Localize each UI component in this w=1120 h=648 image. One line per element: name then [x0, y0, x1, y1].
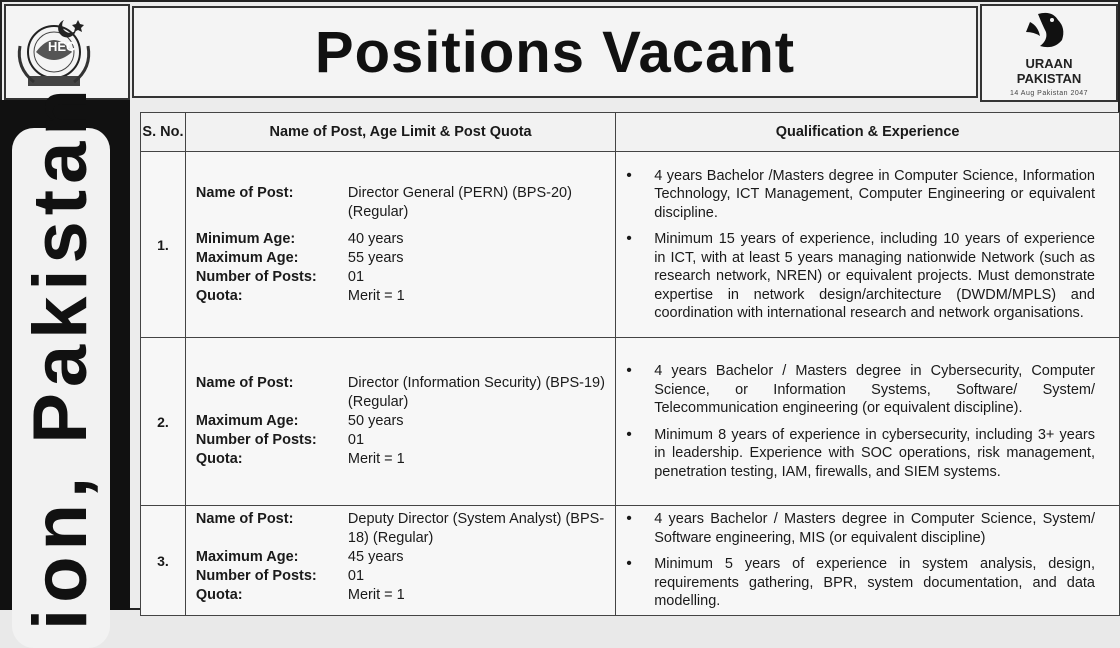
falcon-icon [982, 6, 1116, 58]
qualification-bullet: • 4 years Bachelor / Masters degree in Computer Science, System/ Software engineering, MIS (or equivalent discipline) [626, 510, 1095, 547]
table-header-row [141, 113, 1120, 152]
field-label: Number of Posts: [195, 568, 317, 584]
qualification-bullet: • 4 years Bachelor /Masters degree in Computer Science, Information Technology, ICT Management, Computer Engineering or equivalent discipline. [626, 167, 1095, 223]
field-label: Name of Post: [195, 184, 294, 201]
field-value: Merit = 1 [347, 287, 405, 304]
field-value: 40 years [347, 230, 404, 247]
post-details [185, 152, 615, 338]
field-value: Merit = 1 [347, 587, 405, 603]
hec-logo-text: HEC [48, 39, 76, 54]
uraan-pakistan-logo [980, 4, 1118, 102]
field-value: 45 years [347, 549, 404, 565]
field-label: Quota: [195, 287, 243, 304]
uraan-logo-line2: PAKISTAN [1016, 71, 1082, 86]
field-value: 01 [347, 432, 365, 448]
field-label: Minimum Age: [195, 230, 296, 247]
table-row [141, 506, 1120, 616]
field-value: 01 [347, 268, 365, 285]
field-label: Maximum Age: [195, 249, 299, 266]
post-details [185, 338, 615, 506]
row-sno: 3. [141, 506, 186, 616]
row-sno: 1. [141, 152, 186, 338]
qualification-cell [616, 152, 1120, 338]
field-label: Number of Posts: [195, 268, 317, 285]
post-details [185, 506, 615, 616]
experience-bullet: • Minimum 15 years of experience, including 10 years of experience in ICT, with at least 5 years managing nationwide Network (such as research network, NREN) or equivalent projects. Must demonstrate expertise in network design/architecture (DWDM/MPLS) and coordination with international research and network organisations. [626, 230, 1095, 323]
field-value: Merit = 1 [347, 451, 405, 467]
experience-bullet: • Minimum 8 years of experience in cybersecurity, including 3+ years in leadership. Experience with SOC operations, risk management, penetration testing, IAM, firewalls, and SIEM systems. [626, 426, 1095, 482]
experience-bullet: • Minimum 5 years of experience in system analysis, design, requirements gathering, BPR, system documentation, and data modelling. [626, 555, 1095, 611]
field-label: Number of Posts: [195, 432, 317, 448]
page-title: Positions Vacant [314, 19, 796, 85]
title-banner [132, 6, 978, 98]
table-row [141, 338, 1120, 506]
field-value: 50 years [347, 413, 404, 429]
positions-table [140, 112, 1120, 616]
field-value: 55 years [347, 249, 404, 266]
table-row [141, 152, 1120, 338]
header-sno: S. No. [141, 113, 186, 152]
field-label: Name of Post: [195, 511, 294, 527]
header-name-of-post: Name of Post, Age Limit & Post Quota [185, 113, 615, 152]
header-qualification: Qualification & Experience [616, 113, 1120, 152]
field-label: Quota: [195, 451, 243, 467]
qualification-cell [616, 506, 1120, 616]
qualification-cell [616, 338, 1120, 506]
field-label: Maximum Age: [195, 413, 299, 429]
side-band-text: ion, Pakistan [18, 83, 103, 630]
uraan-logo-tagline: 14 Aug Pakistan 2047 [1009, 90, 1089, 97]
field-label: Name of Post: [195, 375, 294, 391]
field-value: Director General (PERN) (BPS-20) (Regular) [347, 184, 572, 220]
qualification-bullet: • 4 years Bachelor / Masters degree in Cybersecurity, Computer Science, or Information Systems, Software/ System/ Telecommunication engineering (or equivalent discipline). [626, 362, 1095, 418]
field-label: Maximum Age: [195, 549, 299, 565]
field-value: Director (Information Security) (BPS-19) (Regular) [347, 375, 605, 410]
uraan-logo-line1: URAAN [1025, 56, 1073, 71]
field-value: 01 [347, 568, 365, 584]
field-value: Deputy Director (System Analyst) (BPS-18) (Regular) [347, 511, 605, 546]
row-sno: 2. [141, 338, 186, 506]
field-label: Quota: [195, 587, 243, 603]
